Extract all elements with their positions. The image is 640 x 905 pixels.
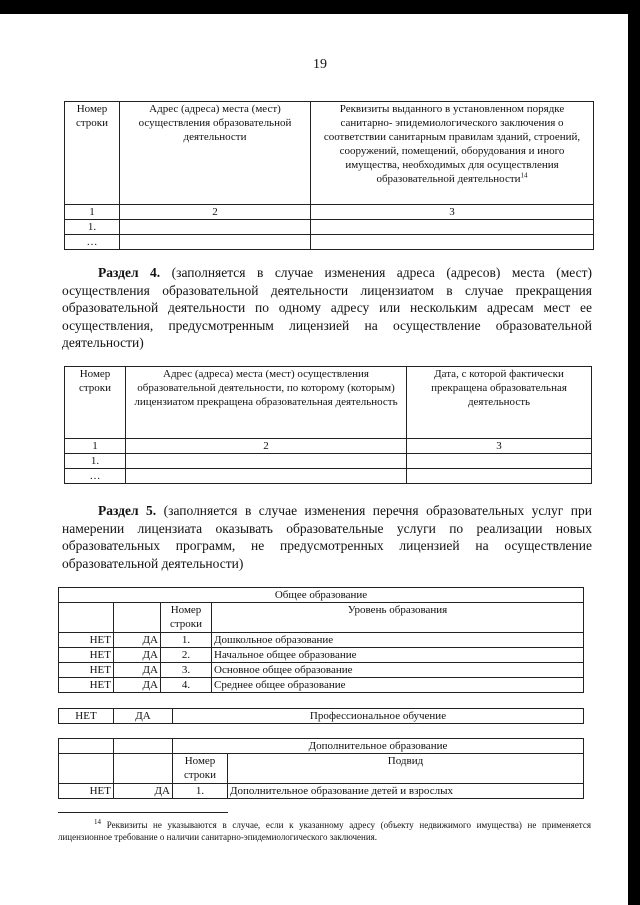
education-level: Дошкольное образование — [212, 633, 584, 648]
education-level: Начальное общее образование — [212, 648, 584, 663]
yes-option[interactable]: ДА — [114, 633, 161, 648]
row-number-cell: … — [65, 235, 120, 250]
yes-option[interactable]: ДА — [114, 663, 161, 678]
section-4-title: Раздел 4. — [98, 265, 161, 280]
footnote-separator — [58, 812, 228, 813]
additional-education-title: Дополнительное образование — [173, 739, 584, 754]
header-level: Уровень образования — [212, 603, 584, 633]
yes-option[interactable]: ДА — [114, 678, 161, 693]
header-row-number: Номер строки — [173, 754, 228, 784]
header-address: Адрес (адреса) места (мест) осуществления образовательной деятельности, по которому (которым) лицензиатом прекращена образовательная деятельность — [126, 367, 407, 439]
footnote: $^{14}$ Реквизиты не указываются в случае, если к указанному адресу (объекту недвижимого имущества) не применяется лицензионное требование о наличии санитарно-эпидемиологического заключения. — [58, 818, 591, 842]
row-number-cell: 3. — [161, 663, 212, 678]
header-requisites: Реквизиты выданного в установленном порядке санитарно- эпидемиологического заключения о соответствии санитарным правилам зданий, строений, сооружений, помещений, оборудования и иного имущества, необходимых для осуществления образовательной деятельности$^{14}$ — [311, 102, 594, 205]
header-date: Дата, с которой фактически прекращена образовательная деятельность — [407, 367, 592, 439]
header-type: Подвид — [228, 754, 584, 784]
row-number-cell: 1. — [173, 784, 228, 799]
row-number-cell: 2. — [161, 648, 212, 663]
yes-option[interactable]: ДА — [114, 648, 161, 663]
section-5-paragraph: Раздел 5. (заполняется в случае изменения перечня образовательных услуг при намерении лицензиата оказывать образовательные услуги по реализации новых образовательных программ, не предусмотренных лицензией на осуществление образовательной деятельности) — [62, 503, 592, 571]
table-row — [59, 633, 584, 648]
empty-cell — [114, 739, 173, 754]
general-education-title: Общее образование — [59, 588, 584, 603]
yes-option[interactable]: ДА — [114, 709, 173, 724]
no-option[interactable]: НЕТ — [59, 633, 114, 648]
row-number-cell: 4. — [161, 678, 212, 693]
yes-option[interactable]: ДА — [114, 784, 173, 799]
header-row-number: Номер строки — [65, 367, 126, 439]
col-number-cell: 2 — [120, 205, 311, 220]
education-level: Среднее общее образование — [212, 678, 584, 693]
no-option[interactable]: НЕТ — [59, 709, 114, 724]
table-professional-training — [58, 708, 584, 724]
date-cell — [407, 454, 592, 469]
no-option[interactable]: НЕТ — [59, 648, 114, 663]
col-number-cell: 1 — [65, 205, 120, 220]
section-4-paragraph: Раздел 4. (заполняется в случае изменения адреса (адресов) места (мест) осуществления образовательной деятельности лицензиатом в случае прекращения образовательной деятельности по одному адресу или нескольким адресам мест ее осуществления, предусмотренным лицензией на осуществление образовательной деятельности) — [62, 265, 592, 351]
no-option[interactable]: НЕТ — [59, 663, 114, 678]
professional-training-label: Профессиональное обучение — [173, 709, 584, 724]
no-option[interactable]: НЕТ — [59, 784, 114, 799]
table-additional-education — [58, 738, 584, 799]
header-row-number: Номер строки — [161, 603, 212, 633]
empty-cell — [59, 754, 114, 784]
row-number-cell: 1. — [65, 220, 120, 235]
table-row — [59, 678, 584, 693]
address-cell — [126, 454, 407, 469]
table-row — [59, 648, 584, 663]
col-number-cell: 3 — [311, 205, 594, 220]
footnote-number: 14 — [94, 818, 101, 826]
empty-cell — [114, 754, 173, 784]
education-level: Основное общее образование — [212, 663, 584, 678]
header-address: Адрес (адреса) места (мест) осуществления образовательной деятельности — [120, 102, 311, 205]
row-number-cell: 1. — [65, 454, 126, 469]
scan-right-border — [628, 0, 640, 905]
table-row — [59, 663, 584, 678]
requisites-cell — [311, 220, 594, 235]
col-number-cell: 3 — [407, 439, 592, 454]
col-number-cell: 2 — [126, 439, 407, 454]
empty-cell — [114, 603, 161, 633]
table-general-education — [58, 587, 584, 693]
table-row — [59, 784, 584, 799]
table-sanitary-conclusion — [64, 101, 594, 250]
address-cell — [120, 220, 311, 235]
col-number-cell: 1 — [65, 439, 126, 454]
table-closed-addresses — [64, 366, 592, 484]
row-number-cell: 1. — [161, 633, 212, 648]
empty-cell — [59, 603, 114, 633]
header-row-number: Номер строки — [65, 102, 120, 205]
date-cell — [407, 469, 592, 484]
section-5-title: Раздел 5. — [98, 503, 157, 518]
footnote-ref: 14 — [520, 171, 528, 180]
address-cell — [126, 469, 407, 484]
requisites-cell — [311, 235, 594, 250]
empty-cell — [59, 739, 114, 754]
education-type: Дополнительное образование детей и взрослых — [228, 784, 584, 799]
row-number-cell: … — [65, 469, 126, 484]
no-option[interactable]: НЕТ — [59, 678, 114, 693]
scan-top-border — [0, 0, 640, 14]
address-cell — [120, 235, 311, 250]
page-number: 19 — [313, 57, 327, 72]
